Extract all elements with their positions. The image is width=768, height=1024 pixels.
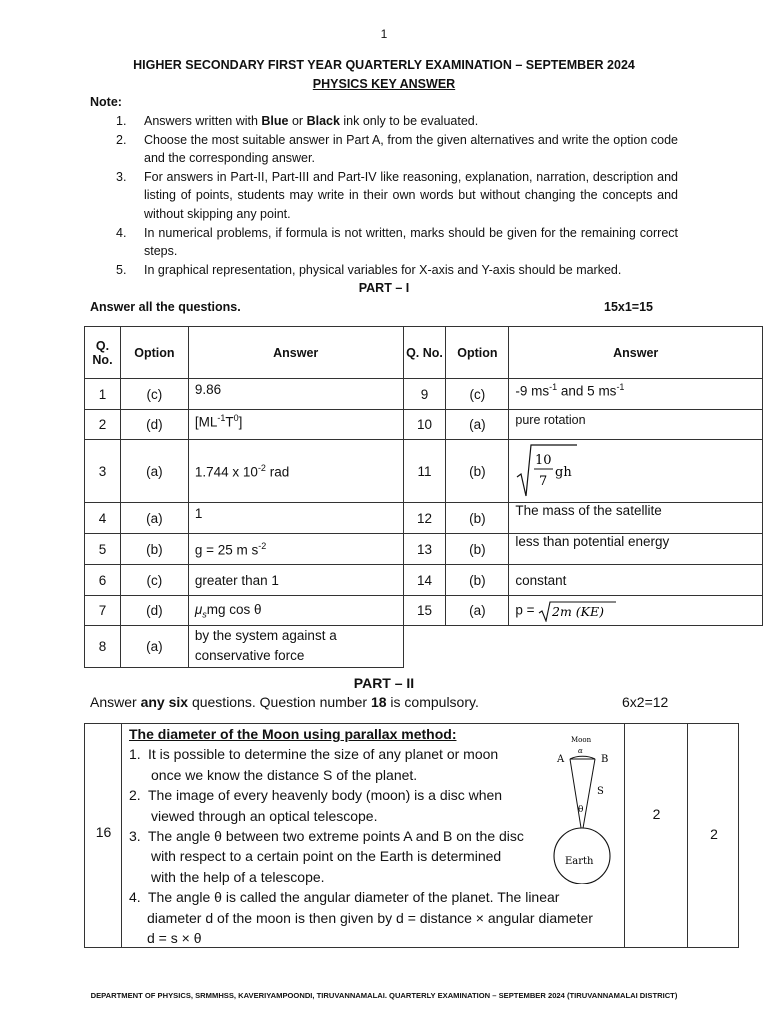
diagram-label-s: S (597, 786, 604, 797)
header-answer: Answer (188, 327, 403, 379)
answer-point-cont: viewed through an optical telescope. (151, 807, 378, 824)
option-cell: (c) (120, 379, 188, 410)
answer-cell: p = 2m (KE) (509, 596, 763, 626)
table-row (85, 565, 763, 596)
answer-cell (509, 440, 763, 503)
answer-cell: constant (509, 565, 763, 596)
qno-cell: 3 (85, 440, 121, 503)
qno-cell: 12 (403, 503, 446, 534)
page-footer: DEPARTMENT OF PHYSICS, SRMMHSS, KAVERIYAMPOONDI, TIRUVANNAMALAI. QUARTERLY EXAMINATION – SEPTEMBER 2024 (TIRUVANNAMALAI DISTRICT) (90, 991, 678, 1000)
answer-cell: less than potential energy (509, 534, 763, 565)
answer-point: 2. The image of every heavenly body (moon) is a disc when (129, 787, 503, 804)
answer-point-cont: with respect to a certain point on the Earth is determined (151, 848, 502, 865)
qno-cell: 11 (403, 440, 446, 503)
exam-title: HIGHER SECONDARY FIRST YEAR QUARTERLY EXAMINATION – SEPTEMBER 2024 (133, 58, 635, 72)
header-qno: Q. No. (85, 327, 121, 379)
note-item (116, 112, 678, 131)
table-row (85, 534, 763, 565)
table-header-row (85, 327, 763, 379)
note-number: 2. (116, 132, 127, 147)
answer-cell: pure rotation (509, 410, 763, 440)
note-item (116, 168, 678, 224)
option-cell: (d) (120, 410, 188, 440)
sqrt-momentum-icon (538, 600, 618, 622)
part2-instruction: Answer any six questions. Question number 18 is compulsory. (90, 694, 479, 710)
option-cell: (c) (446, 379, 509, 410)
qno-cell: 13 (403, 534, 446, 565)
svg-text:gh: gh (555, 464, 573, 480)
answer-cell: The mass of the satellite (509, 503, 763, 534)
qno-cell: 2 (85, 410, 121, 440)
notes-list (116, 112, 678, 279)
diagram-label-theta: θ (578, 805, 584, 815)
note-item (116, 131, 678, 168)
qno-cell: 1 (85, 379, 121, 410)
moon-parallax-diagram (545, 734, 620, 884)
exam-subtitle: PHYSICS KEY ANSWER (312, 77, 456, 91)
qno-cell: 8 (85, 626, 121, 668)
note-number: 4. (116, 225, 127, 240)
part1-heading: PART – I (358, 281, 410, 295)
option-cell: (a) (446, 596, 509, 626)
answer-point-cont: with the help of a telescope. (151, 868, 325, 885)
answer-cell: 1.744 x $10^{-2}$ rad (188, 440, 403, 503)
option-cell: (a) (120, 440, 188, 503)
answer-point-cont: once we know the distance S of the planet. (151, 766, 418, 783)
question-number: 16 (95, 824, 112, 840)
svg-text:10: 10 (535, 452, 552, 468)
answer-point-cont: d = s × θ (147, 930, 202, 947)
answer-cell: $[ML^{-1}T^0]$ (188, 410, 403, 440)
svg-text:7: 7 (539, 473, 548, 489)
answer-cell: $\mu_smg$ cos θ (188, 596, 403, 626)
qno-cell: 6 (85, 565, 121, 596)
note-text: Choose the most suitable answer in Part A, from the given alternatives and write the option code and the corresponding answer. (144, 132, 678, 166)
part1-instruction: Answer all the questions. (90, 300, 241, 314)
option-cell: (b) (446, 503, 509, 534)
diagram-label-alpha: α (578, 747, 583, 755)
answer-cell: greater than 1 (188, 565, 403, 596)
page-number: 1 (380, 27, 388, 41)
diagram-label-a: A (557, 754, 565, 765)
table-row (85, 410, 763, 440)
qno-cell: 4 (85, 503, 121, 534)
option-cell: (d) (120, 596, 188, 626)
note-number: 1. (116, 114, 127, 128)
part1-marks: 15x1=15 (604, 300, 654, 314)
option-cell: (b) (120, 534, 188, 565)
answer-point-cont: diameter d of the moon is then given by d = distance × angular diameter (147, 909, 593, 926)
header-qno: Q. No. (403, 327, 446, 379)
table-row (85, 596, 763, 626)
answer-cell: g = 25 m $s^{-2}$ (188, 534, 403, 565)
answer-point: 3. The angle θ between two extreme points A and B on the disc (129, 828, 524, 845)
marks-cell: 2 (652, 806, 661, 822)
qno-cell: 14 (403, 565, 446, 596)
table-row (85, 503, 763, 534)
option-cell: (a) (120, 626, 188, 668)
answer-cell: -9 $ms^{-1}$ and 5 $ms^{-1}$ (509, 379, 763, 410)
answer-point: 4. The angle θ is called the angular diameter of the planet. The linear (129, 889, 560, 906)
header-answer: Answer (509, 327, 763, 379)
qno-cell: 10 (403, 410, 446, 440)
diagram-label-b: B (601, 754, 609, 765)
svg-text:2m (KE): 2m (KE) (552, 603, 605, 619)
answer-cell: by the system against a conservative force (188, 626, 403, 668)
option-cell: (b) (446, 534, 509, 565)
header-option: Option (120, 327, 188, 379)
part2-marks: 6x2=12 (622, 694, 669, 710)
note-text: In graphical representation, physical variables for X-axis and Y-axis should be marked. (144, 262, 622, 277)
table-row (85, 379, 763, 410)
header-option: Option (446, 327, 509, 379)
qno-cell: 5 (85, 534, 121, 565)
note-text: In numerical problems, if formula is not written, marks should be given for the remaining correct steps. (144, 225, 678, 259)
answer-cell: 9.86 (188, 379, 403, 410)
qno-cell: 7 (85, 596, 121, 626)
sqrt-formula-icon (515, 441, 585, 499)
option-cell: (a) (120, 503, 188, 534)
table-row (85, 440, 763, 503)
note-heading: Note: (90, 95, 122, 109)
note-text: For answers in Part-II, Part-III and Part-IV like reasoning, explanation, narration, description and listing of points, students may write in their own words but without changing the concepts and without skipping any point. (144, 169, 678, 221)
marks-cell: 2 (710, 826, 718, 842)
option-cell: (b) (446, 565, 509, 596)
question-16-box (84, 723, 739, 948)
part2-heading: PART – II (353, 675, 415, 691)
empty-cell (403, 626, 762, 668)
note-number: 5. (116, 262, 127, 277)
note-number: 3. (116, 169, 127, 184)
qno-cell: 9 (403, 379, 446, 410)
note-item (116, 261, 678, 280)
answer-table (84, 326, 763, 668)
answer-point: 1. It is possible to determine the size of any planet or moon (129, 746, 499, 763)
answer-cell: 1 (188, 503, 403, 534)
option-cell: (b) (446, 440, 509, 503)
option-cell: (c) (120, 565, 188, 596)
diagram-label-earth: Earth (565, 856, 594, 867)
table-row (85, 626, 763, 668)
note-text: Answers written with Blue or Black ink only to be evaluated. (144, 114, 479, 128)
note-item (116, 224, 678, 261)
option-cell: (a) (446, 410, 509, 440)
qno-cell: 15 (403, 596, 446, 626)
diagram-label-moon: Moon (571, 736, 592, 744)
answer-heading: The diameter of the Moon using parallax method: (129, 726, 457, 742)
